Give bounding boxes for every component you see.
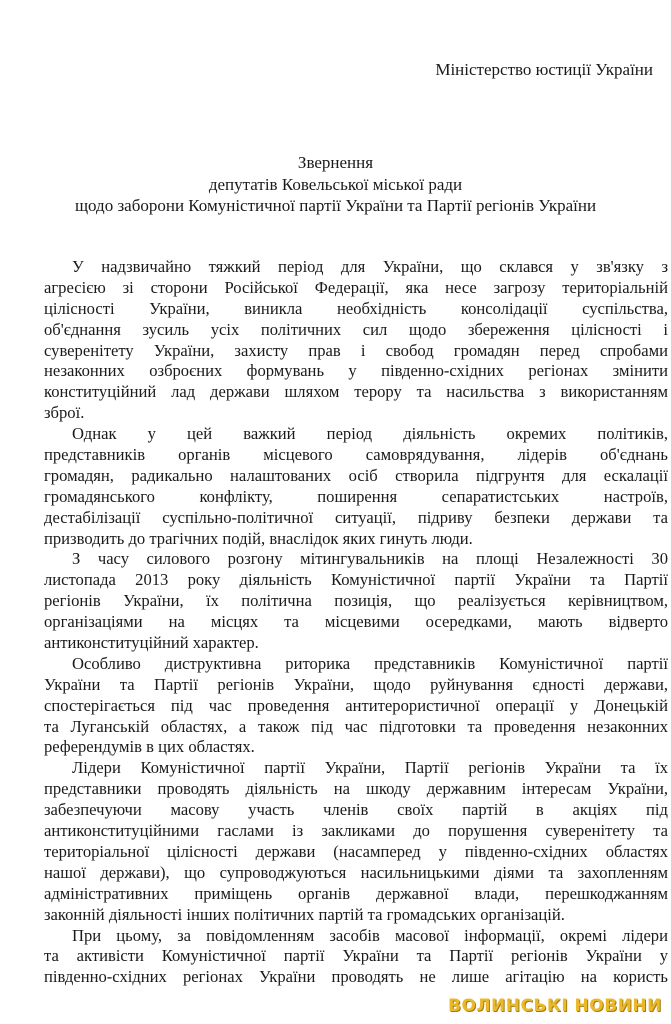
text-line: забезпечуючи масову участь членів своїх партій в акціях під: [44, 800, 668, 820]
text-line: представники проводять діяльність на шкоду державним інтересам України,: [44, 779, 668, 799]
text-line: антиконституційними гаслами із закликами до порушення суверенітету та: [44, 821, 668, 841]
text-line: організаціями на місцях та місцевими осередками, мають відверто: [44, 612, 668, 632]
text-line: агресією зі сторони Російської Федерації, яка несе загрозу територіальній: [44, 277, 668, 297]
paragraph: [44, 926, 668, 989]
watermark-logo: ВОЛИНСЬКІ НОВИНИ: [448, 996, 662, 1016]
text-line: спостерігається під час проведення антитерористичної операції у Донецькій: [44, 695, 668, 715]
text-line: цілісності України, виникла необхідність консолідації суспільства,: [44, 298, 668, 318]
title-subtitle-1: депутатів Ковельської міської ради: [208, 174, 463, 194]
paragraph: [44, 758, 668, 925]
text-line: З часу силового розгону мітингувальників на площі Незалежності 30: [72, 549, 668, 569]
document-title: [0, 152, 671, 217]
text-line: референдумів в цих областях.: [44, 737, 255, 757]
text-line: дестабілізації суспільно-політичної ситуації, підриву безпеки держави та: [44, 507, 668, 527]
text-line: територіальної цілісності держави (насамперед у південно-східних областях: [44, 841, 668, 861]
text-line: антиконституційний характер.: [44, 633, 259, 653]
title-subtitle-2: щодо заборони Комуністичної партії України та Партії регіонів України: [74, 196, 597, 215]
text-line: адміністративних приміщень органів державної влади, перешкоджанням: [44, 883, 668, 903]
text-line: Особливо диструктивна риторика представників Комуністичної партії: [72, 653, 668, 673]
text-line: представників органів місцевого самоврядування, лідерів об'єднань: [44, 445, 668, 465]
text-line: Лідери Комуністичної партії України, Партії регіонів України та їх: [72, 758, 668, 778]
text-line: громадян, радикально налаштованих осіб створила підгрунтя для ескалації: [44, 465, 668, 485]
document-body: [44, 257, 668, 988]
text-line: об'єднання зусиль усіх політичних сил щодо збереження цілісності і: [44, 319, 668, 339]
text-line: та активісти Комуністичної партії України та Партії регіонів України у: [44, 946, 668, 966]
text-line: зброї.: [44, 403, 85, 423]
text-line: конституційний лад держави шляхом терору та насильства з використанням: [44, 382, 668, 402]
text-line: листопада 2013 року діяльність Комуністичної партії України та Партії: [44, 570, 668, 590]
paragraph: [44, 257, 668, 424]
text-line: незаконних озброєних формувань у південно-східних регіонах змінити: [44, 361, 668, 381]
paragraph: [44, 424, 668, 549]
text-line: призводить до трагічних подій, внаслідок яких гинуть люди.: [44, 528, 473, 548]
text-line: Однак у цей важкий період діяльність окремих політиків,: [72, 424, 668, 444]
text-line: України та Партії регіонів України, щодо руйнування єдності держави,: [44, 674, 668, 694]
paragraph: [44, 549, 668, 653]
text-line: суверенітету України, захисту прав і свобод громадян перед спробами: [44, 340, 668, 360]
text-line: південно-східних регіонах України проводять не лише агітацію на користь: [44, 967, 668, 987]
text-line: нашої держави), що супроводжуються насильницькими діями та захопленням: [44, 862, 668, 882]
text-line: регіонів України, їх політична позиція, що реалізується керівництвом,: [44, 591, 668, 611]
title-heading: Звернення: [297, 153, 374, 172]
text-line: законній діяльності інших політичних партій та громадських організацій.: [44, 904, 565, 924]
text-line: При цьому, за повідомленням засобів масової інформації, окремі лідери: [72, 925, 668, 945]
paragraph: [44, 654, 668, 758]
text-line: громадянського конфлікту, поширення сепаратистських настроїв,: [44, 486, 668, 506]
addressee: Міністерство юстиції України: [435, 60, 653, 79]
text-line: та Луганській областях, а також під час підготовки та проведення незаконних: [44, 716, 668, 736]
text-line: У надзвичайно тяжкий період для України, що склався у зв'язку з: [72, 257, 668, 276]
